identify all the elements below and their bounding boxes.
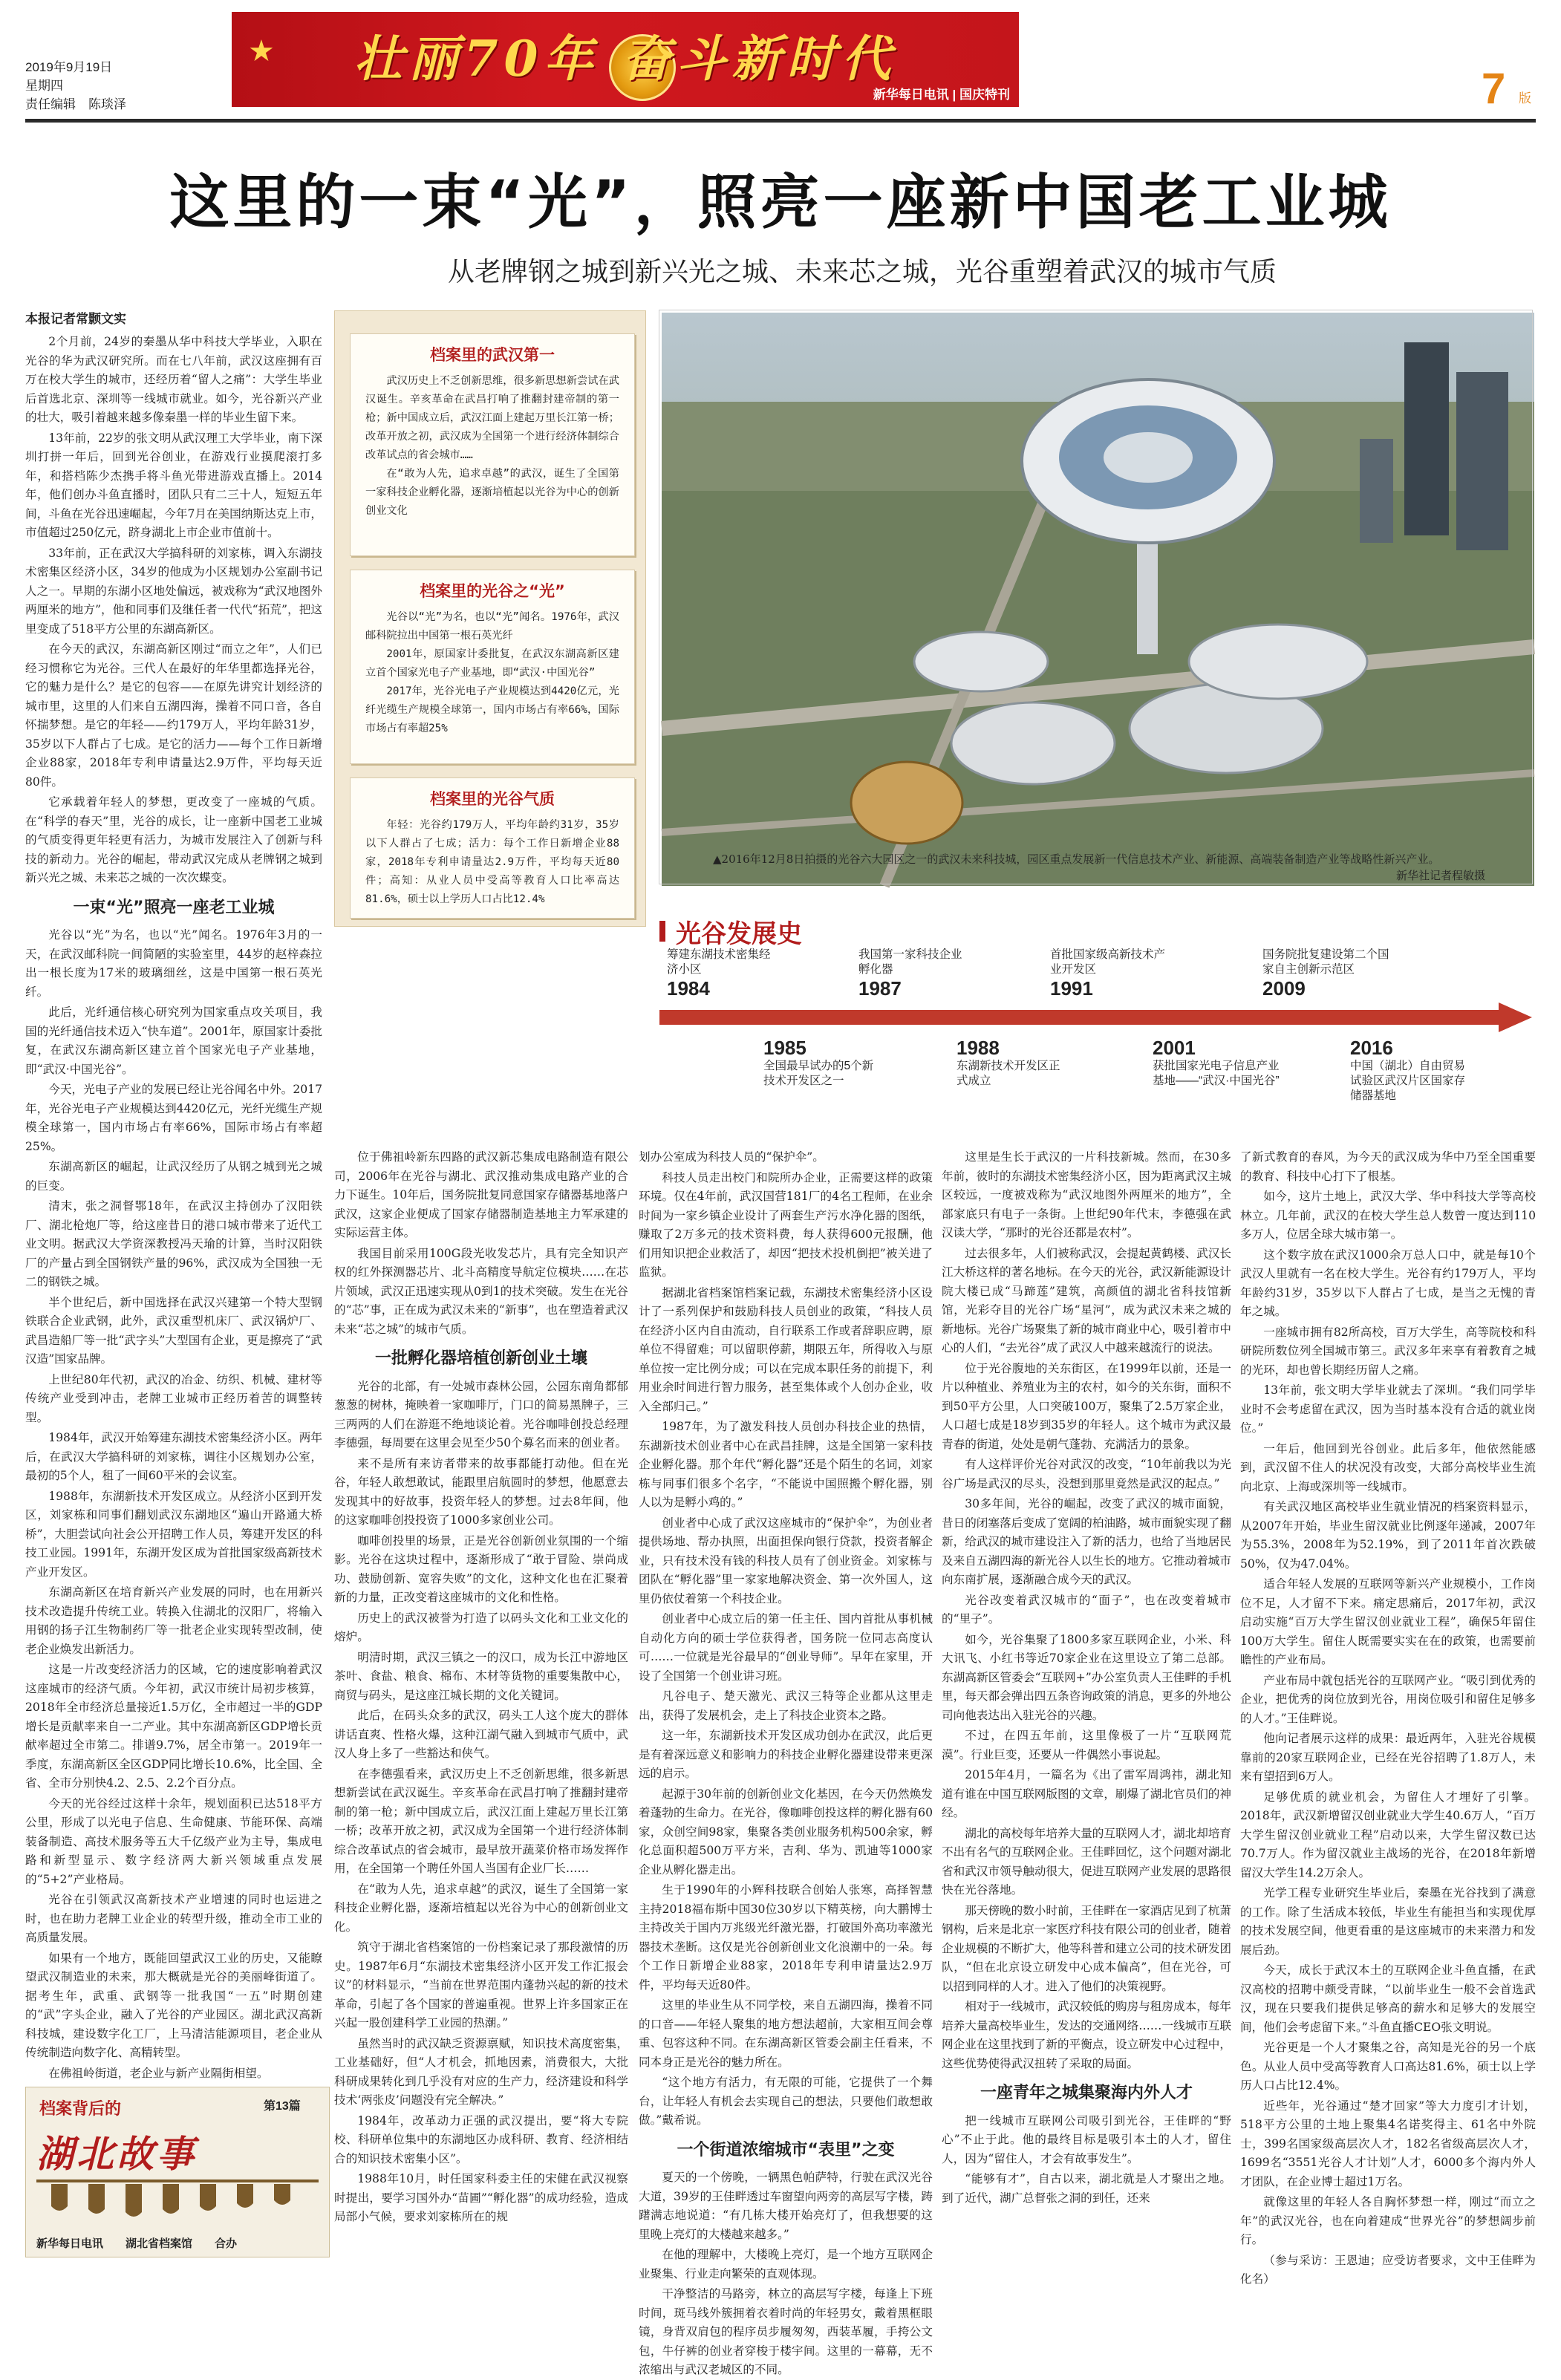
paragraph: “能够有才”，自古以来，湖北就是人才聚出之地。到了近代，湖广总督张之洞的到任，还来 xyxy=(942,2172,1231,2205)
paragraph: 创业者中心成了武汉这座城市的“保护伞”，为创业者提供场地、帮办执照，出面担保向银行贷款，投资者解企业，只有技术没有钱的科技人员有了创业资金。刘家栋与团队在“孵化器”里一家家地解决资金、第一次外国人，这里仍依仗着第一个科技企业。 xyxy=(639,1516,933,1605)
paragraph: 据湖北省档案馆档案记载，东湖技术密集经济小区设计了一系列保护和鼓励科技人员创业的政策，“科技人员在经济小区内自由流动，自行联系工作或者辞职应聘，原单位不得留难；可以留职停薪，期限五年，所得收入与原单位按一定比例分成；可以在完成本职任务的前提下，利用业余时间进行智力服务，甚至集体或个人创办企业，收入全部归己。” xyxy=(639,1285,933,1413)
timeline-label: 获批国家光电子信息产业基地——“武汉·中国光谷” xyxy=(1153,1060,1280,1087)
paragraph: 1988年10月，时任国家科委主任的宋健在武汉视察时提出，要学习国外办“苗圃”“孵化器”的成功经验，造成局部小气候，要求刘家栋所在的规 xyxy=(334,2172,628,2223)
paragraph: 就像这里的年轻人各自胸怀梦想一样，刚过“而立之年”的武汉光谷，也在向着建成“世界光谷”的梦想阔步前行。 xyxy=(1240,2195,1536,2246)
headline: 这里的一束“光”，照亮一座新中国老工业城 xyxy=(169,168,1392,237)
paragraph: 这里是生长于武汉的一片科技新城。然而，在30多年前，彼时的东湖技术密集经济小区，因为距离武汉主城区较远，一度被戏称为“武汉地图外两厘米的地方”，全部家底只有电子一条街。上世纪90年代末，李德强在武汉读大学，“那时的光谷还都是农村”。 xyxy=(942,1150,1231,1239)
section-heading: 一束“光”照亮一座老工业城 xyxy=(73,898,275,917)
paragraph: 过去很多年，人们被称武汉，会提起黄鹤楼、武汉长江大桥这样的著名地标。在今天的光谷，武汉新能源设计院大楼已成“马蹄莲”建筑，高颜值的湖北省科技馆新馆，光彩夺目的光谷广场“星河”，成为武汉未来之城的新地标。光谷广场聚集了新的城市商业中心，吸引着市中心的人们，“去光谷”成了武汉人中越来越流行的说法。 xyxy=(942,1246,1231,1354)
paragraph: 1987年，为了激发科技人员创办科技企业的热情，东湖新技术创业者中心在武昌挂牌，这是全国第一家科技企业孵化器。那个年代“孵化器”还是个陌生的名词，刘家栋与同事们很多个名字，“不能说中国照搬个孵化器，别人以为是孵小鸡的。” xyxy=(639,1420,933,1509)
page-number-label: 版 xyxy=(1519,91,1531,105)
paragraph: 半个世纪后，新中国选择在武汉兴建第一个特大型钢铁联合企业武钢，此外，武汉重型机床厂、武汉锅炉厂、武昌造船厂等一批“武字头”大型国有企业，更是擦亮了“武汉造”国家品牌。 xyxy=(25,1295,322,1366)
paragraph: 足够优质的就业机会，为留住人才埋好了引擎。2018年，武汉新增留汉创业就业大学生40.6万人，“百万大学生留汉创业就业工程”启动以来，大学生留汉数已达70.7万人。作为留汉就业主战场的光谷，在2018年新增留汉大学生14.2万余人。 xyxy=(1240,1790,1536,1879)
paragraph: 2015年4月，一篇名为《出了雷军周鸿祎，湖北知道有谁在中国互联网版图的文章，刷爆了湖北官员们的神经。 xyxy=(942,1768,1231,1819)
timeline-label: 我国第一家科技企业孵化器 xyxy=(858,948,962,976)
paragraph: 湖北的高校每年培养大量的互联网人才，湖北却培育不出有名气的互联网企业。王佳畔回忆，这个问题对湖北省和武汉市领导触动很大，促进互联网产业发展的思路很快在光谷落地。 xyxy=(942,1826,1231,1897)
timeline-arrow xyxy=(659,1002,1536,1032)
paragraph: 夏天的一个傍晚，一辆黑色帕萨特，行驶在武汉光谷大道，39岁的王佳畔透过车窗望向两旁的高层写字楼，踌躇满志地说道：“有几栋大楼开始亮灯了，但我想要的这里晚上亮灯的大楼越来越多。” xyxy=(639,2171,933,2241)
paragraph: 干净整洁的马路旁，林立的高层写字楼，每逢上下班时间，斑马线外簇拥着衣着时尚的年轻男女，戴着黑框眼镜，身背双肩包的程序员步履匆匆，西装革履，手挎公文包，牛仔裤的创业者穿梭于楼宇间。这里的一幕幕，无不浓缩出与武汉老城区的不同。 xyxy=(639,2287,933,2376)
series-footer: 新华每日电讯 湖北省档案馆 合办 xyxy=(36,2237,238,2250)
note-text: 光谷以“光”为名，也以“光”闻名。1976年，武汉邮科院拉出中国第一根石英光纤 xyxy=(365,611,619,642)
paragraph: 适合年轻人发展的互联网等新兴产业规模小，工作岗位不足，人才留不下来。痛定思痛后，2017年初，武汉启动实施“百万大学生留汉创业就业工程”，确保5年留住100万大学生。留住人既需要实实在在的政策，也需要前瞻性的产业布局。 xyxy=(1240,1577,1536,1666)
archive-note-wuhan-firsts xyxy=(350,333,635,556)
paragraph: 今天的光谷经过这样十余年，规划面积已达518平方公里，形成了以光电子信息、生命健康、节能环保、高端装备制造、高技术服务等五大千亿级产业为主导，集成电路和新型显示、数字经济两大新兴领域重点发展的“5+2”产业格局。 xyxy=(25,1796,322,1886)
timeline-item xyxy=(1350,1037,1476,1103)
paragraph: 我国目前采用100G段光收发芯片，具有完全知识产权的红外探测器芯片、北斗高精度导航定位模块……在芯片领域，武汉正迅速实现从0到1的技术突破。发生在光谷的“芯”事，正在成为武汉未来的“新事”，也在塑造着武汉未来“芯之城”的城市气质。 xyxy=(334,1246,628,1336)
paragraph: 起源于30年前的创新创业文化基因，在今天仍然焕发着蓬勃的生命力。在光谷，像咖啡创投这样的孵化器有60家，众创空间98家，集聚各类创业服务机构500余家，孵化总面积超500万平方米，吉利、华为、凯迪等1000家企业从孵化器走出。 xyxy=(639,1787,933,1877)
subheadline: 从老牌钢之城到新兴光之城、未来芯之城，光谷重塑着武汉的城市气质 xyxy=(447,257,1277,287)
paragraph: 不过，在四五年前，这里像极了一片“互联网荒漠”。行业巨变，还要从一件偶然小事说起。 xyxy=(942,1729,1231,1761)
paragraph: 位于光谷腹地的关东街区，在1999年以前，还是一片以种植业、养殖业为主的农村，如今的关东街，面积不到50平方公里，人口突破100万，聚集了2.5万家企业，人口超七成是18岁到35岁的年轻人。这个城市为武汉最青春的街道，处处是朝气蓬勃、充满活力的景象。 xyxy=(942,1361,1231,1451)
paragraph: 了新式教育的春风，为今天的武汉成为华中乃至全国重要的教育、科技中心打下了根基。 xyxy=(1240,1150,1536,1183)
paragraph: 有关武汉地区高校毕业生就业情况的档案资料显示，从2007年开始，毕业生留汉就业比例逐年递减，2007年为55.3%，2008年为52.19%，到了2011年首次跌破50%，仅为47.04%。 xyxy=(1240,1500,1536,1571)
paragraph: 上世纪80年代初，武汉的冶金、纺织、机械、建材等传统产业受到冲击，老牌工业城市正经历着苦的调整转型。 xyxy=(25,1372,322,1424)
paragraph: 相对于一线城市，武汉较低的购房与租房成本，每年培养大量高校毕业生，发达的交通网络……一线城市互联网企业在这里找到了新的平衡点，设立研发中心过程中，这些优势使得武汉扭转了采取的局面。 xyxy=(942,2000,1231,2070)
timeline-item xyxy=(763,1037,882,1089)
photo-credit: 新华社记者程敏摄 xyxy=(1395,869,1485,882)
paragraph: 科技人员走出校门和院所办企业，正需要这样的政策环境。仅在4年前，武汉国营181厂的4名工程师，在业余时间为一家乡镇企业设计了两套生产污水净化器的图纸，赚取了2万多元的技术资料费，每人获得600元报酬，他们用知识把企业救活了，却因“把技术投机倒把”被关进了监狱。 xyxy=(639,1170,933,1279)
paragraph: 光谷更是一个人才聚集之谷，高知是光谷的另一个底色。从业人员中受高等教育人口高达81.6%，硕士以上学历人口占比12.4%。 xyxy=(1240,2041,1536,2092)
timeline-label: 国务院批复建设第二个国家自主创新示范区 xyxy=(1262,948,1389,976)
timeline-year: 2009 xyxy=(1262,977,1306,1000)
note-text: 在“敢为人先，追求卓越”的武汉，诞生了全国第一家科技企业孵化器，逐渐培植起以光谷为中心的创新创业文化 xyxy=(365,468,619,517)
paragraph: 近些年，光谷通过“楚才回家”等大力度引才计划，518平方公里的土地上聚集4名诺奖得主、61名中外院士，399名国家级高层次人才，182名省级高层次人才，1699名“3551光谷人才计划”人才，6000多个海内外人才团队，在企业博士超过1万名。 xyxy=(1240,2099,1536,2188)
paragraph: 此后，光纤通信核心研究列为国家重点攻关项目，我国的光纤通信技术迈入“快车道”。2001年，原国家计委批复，在武汉东湖高新区建立首个国家光电子产业基地，即“武汉·中国光谷”。 xyxy=(25,1005,322,1076)
paragraph: 东湖高新区在培育新兴产业发展的同时，也在用新兴技术改造提升传统工业。转换入住湖北的汉阳厂，将输入用钢的扬子江生物制药厂等一批老企业实现转型改制，使老企业焕发出新活力。 xyxy=(25,1585,322,1656)
aerial-photo xyxy=(659,310,1532,884)
timeline-label: 全国最早试办的5个新技术开发区之一 xyxy=(763,1060,874,1087)
responsible-editor: 责任编辑 陈琰泽 xyxy=(25,97,126,111)
timeline-arrow-shape xyxy=(659,1002,1532,1032)
timeline-title-marker xyxy=(659,921,665,942)
timeline-label: 首批国家级高新技术产业开发区 xyxy=(1050,948,1166,976)
note-text: 年轻：光谷约179万人，平均年龄约31岁，35岁以下人群占了七成；活力：每个工作日新增企业88家，2018年专利申请量达2.9万件，平均每天近80件；高知：从业人员中受高等教育人口比率高达81.6%，硕士以上学历人口占比12.4% xyxy=(365,819,619,905)
page-number: 7 xyxy=(1482,65,1506,113)
paragraph: 今天，成长于武汉本土的互联网企业斗鱼直播，在武汉高校的招聘中颇受青睐，“以前毕业生一般不会首选武汉，现在只要我们提供足够高的薪水和足够大的发展空间，他们会考虑留下来。”斗鱼直播CEO张文明说。 xyxy=(1240,1963,1536,2034)
paragraph: 产业布局中就包括光谷的互联网产业。“吸引到优秀的企业，把优秀的岗位放到光谷，用岗位吸引和留住足够多的人才。”王佳畔说。 xyxy=(1240,1673,1536,1725)
paragraph: 如今，光谷集聚了1800多家互联网企业，小米、科大讯飞、小红书等近70家企业在这里设立了第二总部。东湖高新区管委会“互联网+”办公室负责人王佳畔的手机里，每天都会弹出四五条咨询政策的消息，更多的外地公司向他表达出入驻光谷的兴趣。 xyxy=(942,1632,1231,1722)
paragraph: 历史上的武汉被誉为打造了以码头文化和工业文化的熔炉。 xyxy=(334,1611,628,1643)
issue-date: 2019年9月19日 xyxy=(25,60,113,74)
photo-caption xyxy=(713,851,1485,884)
timeline-year: 2001 xyxy=(1153,1037,1196,1059)
aerial-photo-illustration xyxy=(662,313,1534,886)
note-text: 武汉历史上不乏创新思维，很多新思想新尝试在武汉诞生。辛亥革命在武昌打响了推翻封建帝制的第一枪；新中国成立后，武汉江面上建起万里长江第一桥；改革开放之初，武汉成为全国第一个进行经济体制综合改革试点的省会城市…… xyxy=(365,375,619,461)
paragraph: 筑守于湖北省档案馆的一份档案记录了那段激情的历史。1987年6月“东湖技术密集经济小区开发工作汇报会议”的材料显示，“当前在世界范围内蓬勃兴起的新的技术革命，引起了各个国家的普遍重视。世界上许多国家正在兴起一股创建科学工业园的热潮。” xyxy=(334,1940,628,2029)
note-text: 2001年，原国家计委批复，在武汉东湖高新区建立首个国家光电子产业基地，即“武汉·中国光谷” xyxy=(365,648,619,679)
paragraph: 今天，光电子产业的发展已经让光谷闻名中外。2017年，光谷光电子产业规模达到4420亿元，光纤光缆生产规模全球第一，国内市场占有率66%，国际市场占有率超25%。 xyxy=(25,1083,322,1153)
paragraph: 光学工程专业研究生毕业后，秦墨在光谷找到了满意的工作。除了生活成本较低，毕业生有能担当和实现优厚的技术发展空间，他更看重的是这座城市的未来潜力和发展后劲。 xyxy=(1240,1886,1536,1957)
archive-panel xyxy=(334,310,646,927)
paragraph: 划办公室成为科技人员的“保护伞”。 xyxy=(639,1150,824,1164)
timeline-title: 光谷发展史 xyxy=(676,919,802,949)
archive-note-optics-valley-light xyxy=(350,570,635,764)
timeline-year: 1991 xyxy=(1050,977,1093,1000)
paragraph: 来不是所有来访者带来的故事都能打动他。但在光谷，年轻人敢想敢试，能跟里启航圆时的梦想，他愿意去发现其中的好故事，投资年轻人的梦想。过去8年间，他的这家咖啡创投投资了1000多家创业公司。 xyxy=(334,1456,628,1527)
section-heading: 一座青年之城集聚海内外人才 xyxy=(980,2084,1193,2102)
paragraph: 此后，在码头众多的武汉，码头工人这个庞大的群体讲话直爽、性格火爆，这种江湖气融入到城市气质中，武汉人身上多了一些豁达和侠气。 xyxy=(334,1709,628,1760)
series-edition: 第13篇 xyxy=(264,2100,301,2113)
development-timeline xyxy=(659,891,1536,1136)
paragraph: 一座城市拥有82所高校，百万大学生，高等院校和科研院所数位列全国城市第三。武汉多年来享有着教育之城的光环，却也曾长期经历留人之痛。 xyxy=(1240,1325,1536,1377)
timeline-year: 1988 xyxy=(957,1037,1000,1059)
paragraph: 在他的理解中，大楼晚上亮灯，是一个地方互联网企业聚集、行业走向繁荣的直观体现。 xyxy=(639,2248,933,2280)
paragraph: 把一线城市互联网公司吸引到光谷，王佳畔的“野心”不止于此。他的最终目标是吸引本土的人才，留住人，因为“留住人，才会有故事发生”。 xyxy=(942,2113,1231,2165)
paragraph: 位于佛祖岭新东四路的武汉新芯集成电路制造有限公司，2006年在光谷与湖北、武汉推动集成电路产业的合力下诞生。10年后，国务院批复同意国家存储器基地落户武汉，这家企业便成了国家存储器制造基地主力军承建的实际运营主体。 xyxy=(334,1150,628,1239)
paragraph: 咖啡创投里的场景，正是光谷创新创业氛围的一个缩影。光谷在这块过程中，逐渐形成了“敢于冒险、崇尚成功、鼓励创新、宽容失败”的文化，这种文化也在汇聚着新的力量，正改变着这座城市的文化和性格。 xyxy=(334,1533,628,1604)
timeline-item xyxy=(858,948,970,1000)
article-column-3 xyxy=(639,1148,933,2376)
timeline-year: 1987 xyxy=(858,977,902,1000)
bells-illustration-icon xyxy=(36,2177,319,2221)
timeline-year: 1985 xyxy=(763,1037,806,1059)
paragraph: 一年后，他回到光谷创业。此后多年，他依然能感到，武汉留不住人的状况没有改变，大部分高校毕业生流向北京、上海或深圳等一线城市。 xyxy=(1240,1441,1536,1493)
article-column-1 xyxy=(25,333,322,2078)
issue-weekday: 星期四 xyxy=(25,79,63,93)
note-title: 档案里的光谷之“光” xyxy=(420,582,565,600)
paragraph: 创业者中心成立后的第一任主任、国内首批从事机械自动化方向的硕士学位获得者，国务院一位同志高度认可……一位就是光谷最早的“创业导师”。早年在家里，开设了全国第一个创业讲习班。 xyxy=(639,1612,933,1683)
note-title: 档案里的武汉第一 xyxy=(430,346,555,364)
timeline-year: 2016 xyxy=(1350,1037,1393,1059)
paragraph: 东湖高新区的崛起，让武汉经历了从钢之城到光之城的巨变。 xyxy=(25,1160,322,1193)
header-rule xyxy=(25,119,1536,123)
paragraph: 光谷改变着武汉城市的“面子”，也在改变着城市的“里子”。 xyxy=(942,1593,1231,1626)
paragraph: 13年前，张文明大学毕业就去了深圳。“我们同学毕业时不会考虑留在武汉，因为当时基本没有合适的就业岗位。” xyxy=(1240,1383,1536,1435)
timeline-year: 1984 xyxy=(667,977,710,1000)
paragraph: 明清时期，武汉三镇之一的汉口，成为长江中游地区茶叶、食盐、粮食、棉布、木材等货物的重要集散中心，商贸与码头，是这座江城长期的文化关键词。 xyxy=(334,1650,628,1702)
archive-note-temperament xyxy=(350,777,635,919)
article-column-4 xyxy=(942,1148,1231,2255)
paragraph: 1984年，改革动力正强的武汉提出，要“将大专院校、科研单位集中的东湖地区办成科研、教育、经济相结合的知识技术密集小区”。 xyxy=(334,2113,628,2165)
paragraph: 30多年间，光谷的崛起，改变了武汉的城市面貌，昔日的闭塞落后变成了宽阔的柏油路，城市面貌实现了翻新，给武汉的城市建设注入了新的活力，也给了当地居民及来自五湖四海的新光谷人以生长的地方。它推动着城市向东南扩展，逐渐融合成今天的武汉。 xyxy=(942,1497,1231,1586)
paragraph: 在李德强看来，武汉历史上不乏创新思维，很多新思想新尝试在武汉诞生。辛亥革命在武昌打响了推翻封建帝制的第一枪；新中国成立后，武汉江面上建起万里长江第一桥；改革开放之初，武汉成为全国第一个进行经济体制综合改革试点的省会城市，最早放开蔬菜价格市场发挥作用，在全国第一个聘任外国人当国有企业厂长…… xyxy=(334,1767,628,1875)
timeline-item xyxy=(1153,1037,1286,1089)
timeline-label: 筹建东湖技术密集经济小区 xyxy=(667,948,771,976)
paragraph: 在佛祖岭街道，老企业与新产业隔街相望。 xyxy=(48,2066,269,2080)
note-title: 档案里的光谷气质 xyxy=(430,790,555,808)
paragraph: 有人这样评价光谷对武汉的改变，“10年前我以为光谷广场是武汉的尽头，没想到那里竟然是武汉的起点。” xyxy=(942,1458,1231,1490)
paragraph: 1984年，武汉开始筹建东湖技术密集经济小区。两年后，在武汉大学搞科研的刘家栋，调往小区规划办公室，最初的5个人，租了一间60平米的会议室。 xyxy=(25,1431,322,1482)
paragraph: 它承载着年轻人的梦想，更改变了一座城的气质。在“科学的春天”里，光谷的成长，让一座新中国老工业城的气质变得更年轻更有活力，为城市发展注入了创新与科技的新动力。光谷的崛起，带动武汉完成从老牌钢之城到新兴光之城、未来芯之城的一次次蝶变。 xyxy=(25,795,322,884)
timeline-label: 东湖新技术开发区正式成立 xyxy=(957,1060,1060,1087)
series-box xyxy=(25,2087,330,2257)
section-heading: 一个街道浓缩城市“表里”之变 xyxy=(677,2140,895,2159)
special-tag: 新华每日电讯 | 国庆特刊 xyxy=(873,88,1010,102)
article-column-2 xyxy=(334,1148,628,2255)
paragraph: 这一年，东湖新技术开发区成功创办在武汉，此后更是有着深远意义和影响力的科技企业孵化器建设带来更深远的启示。 xyxy=(639,1729,933,1780)
paragraph: 他向记者展示这样的成果：最近两年，入驻光谷规模靠前的20家互联网企业，已经在光谷招聘了1.8万人，未来有望招到6万人。 xyxy=(1240,1732,1536,1783)
paragraph: 这个数字放在武汉1000余万总人口中，就是每10个武汉人里就有一名在校大学生。光谷有约179万人，平均年龄约31岁，35岁以下人群占了七成，是当之无愧的青年之城。 xyxy=(1240,1248,1536,1318)
paragraph: 在今天的武汉，东湖高新区刚过“而立之年”，人们已经习惯称它为光谷。三代人在最好的年华里都选择光谷，它的魅力是什么？是它的包容——在原先讲究计划经济的城市里，这里的人们来自五湖四海，操着不同口音，各自怀揣梦想。是它的年轻——约179万人，平均年龄31岁，35岁以下人群占了七成。是它的活力——每个工作日新增企业88家，2018年专利申请量达2.9万件，平均每天近80件。 xyxy=(25,642,322,789)
byline: 本报记者常颢文实 xyxy=(25,312,126,327)
article-column-5 xyxy=(1240,1148,1536,2286)
series-title: 档案背后的 xyxy=(39,2100,122,2119)
paragraph: （参与采访：王恩迪；应受访者要求，文中王佳畔为化名） xyxy=(1240,2253,1536,2286)
timeline-item xyxy=(1050,948,1176,1000)
paragraph: 那天傍晚的数小时前，王佳畔在一家酒店见到了杭萧钢构，后来是北京一家医疗科技有限公司的创业者，随着企业规模的不断扩大，他等科普和建立公司的技术研发团队，“但在北京设立研发中心成本偏高”，但在光谷，可以招到同样的人才。进入了他们的决策视野。 xyxy=(942,1903,1231,1993)
paragraph: 生于1990年的小辉科技联合创始人张寒，高择智慧主持2018福布斯中国30位30岁以下精英榜，向大鹏博士主持改关于国内万兆级光纤激光器，打破国外高功率激光器技术垄断。这仅是光谷创新创业文化浪潮中的一朵。每个工作日新增企业88家，2018年专利申请量达2.9万件，平均每天近80件。 xyxy=(639,1883,933,1992)
caption-text: ▲2016年12月8日拍摄的光谷六大园区之一的武汉未来科技城，园区重点发展新一代信息技术产业、新能源、高端装备制造产业等战略性新兴产业。 xyxy=(713,852,1440,866)
series-big-title: 湖北故事 xyxy=(36,2132,197,2176)
paragraph: 33年前，正在武汉大学搞科研的刘家栋，调入东湖技术密集区经济小区，34岁的他成为小区规划办公室副书记人之一。早期的东湖小区地处偏远，被戏称为“武汉地图外两厘米的地方”，他和同事们及继任者一代代“拓荒”，把这里变成了518平方公里的东湖高新区。 xyxy=(25,546,322,636)
paragraph: 2个月前，24岁的秦墨从华中科技大学毕业，入职在光谷的华为武汉研究所。而在七八年前，武汉这座拥有百万在校大学生的城市，还经历着“留人之痛”：大学生毕业后首选北京、深圳等一线城市就业。如今，光谷新兴产业的壮大，吸引着越来越多像秦墨一样的毕业生留下来。 xyxy=(25,335,322,424)
banner-slogan: 壮丽70年 奋斗新时代 xyxy=(353,30,897,88)
section-heading: 一批孵化器培植创新创业土壤 xyxy=(374,1349,587,1368)
special-issue-banner xyxy=(232,12,1019,107)
note-text: 2017年，光谷光电子产业规模达到4420亿元，光纤光缆生产规模全球第一，国内市场占有率66%，国际市场占有率超25% xyxy=(365,685,619,734)
paragraph: 如果有一个地方，既能回望武汉工业的历史，又能瞭望武汉制造业的未来，那大概就是光谷的美丽峰街道了。据考生年，武重、武钢等一批我国“一五”时期创建的“武”字头企业，融入了光谷的产业园区。湖北武汉高新科技城，建设数字化工厂，上马清洁能源项目，老企业从传统制造向数字化、高精转型。 xyxy=(25,1951,322,2059)
paragraph: 光谷以“光”为名，也以“光”闻名。1976年3月的一天，在武汉邮科院一间简陋的实验室里，44岁的赵梓森拉出一根长度为17米的玻璃细丝，这是中国第一根石英光纤。 xyxy=(25,928,322,999)
timeline-item xyxy=(1262,948,1396,1000)
timeline-label: 中国（湖北）自由贸易试验区武汉片区国家存储器基地 xyxy=(1350,1060,1466,1102)
paragraph: 光谷的北部，有一处城市森林公园，公园东南角都郁葱葱的树林，掩映着一家咖啡厅，门口的简易黑牌子，三三两两的人们在游逛不绝地谈论着。光谷咖啡创投总经理李德强，每周要在这里会见至少50个募名而来的创业者。 xyxy=(334,1379,628,1450)
paragraph: 清末，张之洞督鄂18年，在武汉主持创办了汉阳铁厂、湖北枪炮厂等，给这座昔日的港口城市带来了近代工业文明。据武汉大学资深教授冯天瑜的计算，当时汉阳铁厂的产量占到全国钢铁产量的96%，武汉成为全国独一无二的钢铁之城。 xyxy=(25,1199,322,1288)
paragraph: 13年前，22岁的张文明从武汉理工大学毕业，南下深圳打拼一年后，回到光谷创业，在游戏行业摸爬滚打多年，和搭档陈少杰携手将斗鱼光带进游戏直播上。2014年，他们创办斗鱼直播时，团队只有二三十人，短短五年间，斗鱼在光谷迅速崛起，今年7月在美国纳斯达克上市，市值超过250亿元，跻身湖北上市企业市值前十。 xyxy=(25,431,322,539)
paragraph: “这个地方有活力，有无限的可能，它提供了一个舞台，让年轻人有机会去实现自己的想法，只要他们敢想敢做。”戴希说。 xyxy=(639,2076,933,2127)
paragraph: 这里的毕业生从不同学校，来自五湖四海，操着不同的口音——年轻人聚集的地方想法超前，大家相互间会尊重、包容这种不同。在东湖高新区管委会副主任看来，不同本身正是光谷的魅力所在。 xyxy=(639,1998,933,2069)
paragraph: 这是一片改变经济活力的区域，它的速度影响着武汉这座城市的经济气质。今年初，武汉市统计局初步核算，2018年全市经济总量接近1.5万亿，全市超过一半的GDP增长是贡献率来自一二产业。其中东湖高新区GDP增长贡献率超过全市第二。排谱9.7%，居全市第一。2019年一季度，东湖高新区全区GDP同比增长10.6%，比全国、全省、全市分别快4.2、2.5、2.2个百分点。 xyxy=(25,1663,322,1790)
timeline-item xyxy=(667,948,778,1000)
paragraph: 1988年，东湖新技术开发区成立。从经济小区到开发区，刘家栋和同事们翻划武汉东湖地区“遍山开路通大桥桥”，大胆尝试向社会公开招聘工作人员，筹建开发区的科技工业园。1991年，东湖开发区成为首批国家级高新技术产业开发区。 xyxy=(25,1489,322,1579)
paragraph: 在“敢为人先，追求卓越”的武汉，诞生了全国第一家科技企业孵化器，逐渐培植起以光谷为中心的创新创业文化。 xyxy=(334,1882,628,1934)
paragraph: 虽然当时的武汉缺乏资源禀赋，知识技术高度密集，工业基础好，但“人才机会，抓地因素，消费很大，大批科研成果转化到几乎没有对应的生产力，经济建设和科学技术‘两张皮’问题没有完全解决。” xyxy=(334,2036,628,2107)
timeline-item xyxy=(957,1037,1068,1089)
paragraph: 凡谷电子、楚天激光、武汉三特等企业都从这里走出，获得了发展机会，走上了科技企业资本之路。 xyxy=(639,1689,933,1722)
paragraph: 如今，这片土地上，武汉大学、华中科技大学等高校林立。几年前，武汉的在校大学生总人数曾一度达到110多万人，位居全球大城市第一。 xyxy=(1240,1190,1536,1241)
star-icon: ★ xyxy=(248,34,275,68)
paragraph: 光谷在引领武汉高新技术产业增速的同时也运进之时，也在助力老牌工业企业的转型升级，推动全市工业的高质量发展。 xyxy=(25,1893,322,1944)
